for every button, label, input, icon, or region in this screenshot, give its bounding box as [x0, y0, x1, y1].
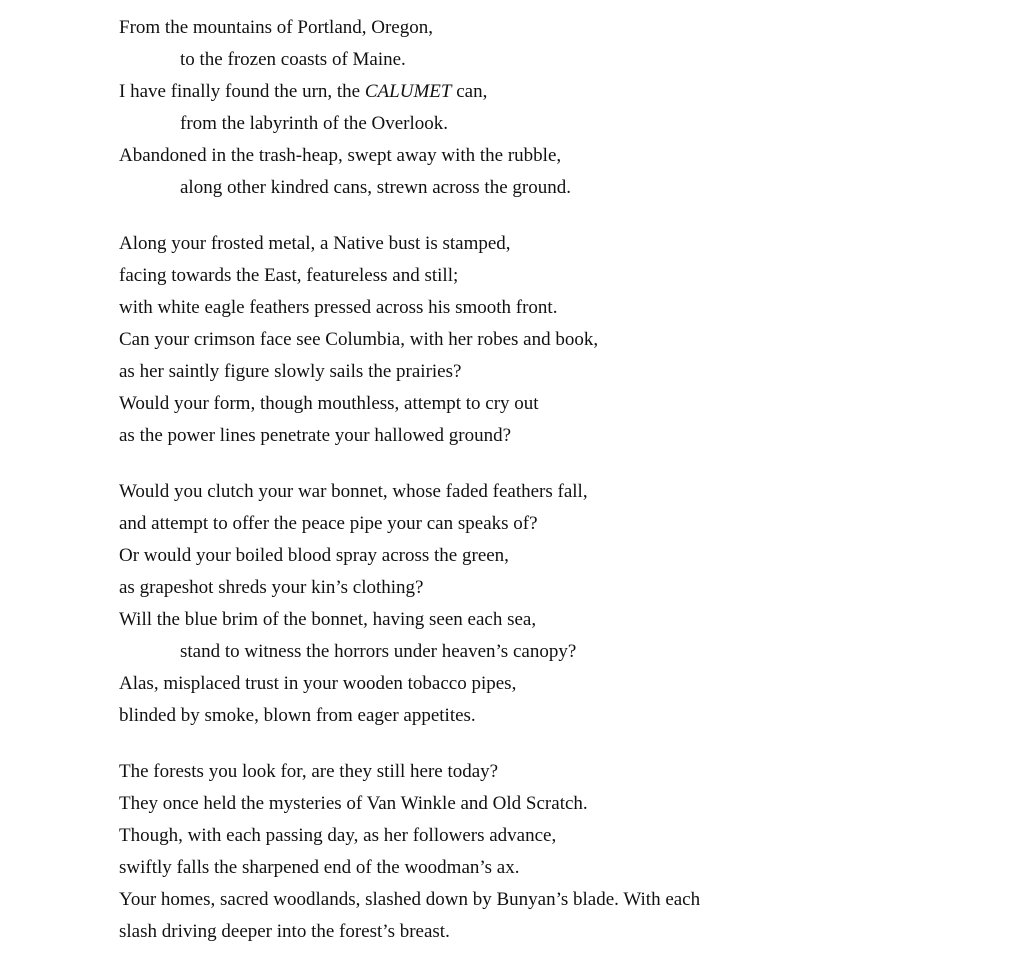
poem-line: as grapeshot shreds your kin’s clothing? — [119, 577, 424, 598]
poem-line-indented: to the frozen coasts of Maine. — [180, 49, 406, 70]
poem-line-indented: stand to witness the horrors under heaven’s canopy? — [180, 641, 577, 662]
calumet-emphasis: CALUMET — [364, 81, 452, 102]
line-text-before: I have finally found the urn, the — [119, 81, 365, 102]
poem-line-with-emphasis — [119, 76, 999, 108]
poem — [119, 12, 999, 948]
poem-line: swiftly falls the sharpened end of the woodman’s ax. — [119, 857, 520, 878]
poem-line: Along your frosted metal, a Native bust is stamped, — [119, 233, 511, 254]
poem-line: blinded by smoke, blown from eager appetites. — [119, 705, 476, 726]
poem-line: as her saintly figure slowly sails the prairies? — [119, 361, 462, 382]
poem-line: They once held the mysteries of Van Winkle and Old Scratch. — [119, 793, 588, 814]
poem-line: Would your form, though mouthless, attempt to cry out — [119, 393, 539, 414]
poem-line: The forests you look for, are they still here today? — [119, 761, 499, 782]
poem-line: Will the blue brim of the bonnet, having seen each sea, — [119, 609, 537, 630]
stanza-1 — [119, 12, 999, 204]
stanza-3 — [119, 476, 999, 732]
poem-line: Or would your boiled blood spray across the green, — [119, 545, 509, 566]
poem-line: Can your crimson face see Columbia, with her robes and book, — [119, 329, 599, 350]
poem-line: facing towards the East, featureless and still; — [119, 265, 459, 286]
poem-line: From the mountains of Portland, Oregon, — [119, 17, 433, 38]
poem-line: with white eagle feathers pressed across his smooth front. — [119, 297, 558, 318]
poem-line: and attempt to offer the peace pipe your can speaks of? — [119, 513, 538, 534]
poem-line: Your homes, sacred woodlands, slashed down by Bunyan’s blade. With each — [119, 889, 701, 910]
stanza-2 — [119, 228, 999, 452]
poem-line: Though, with each passing day, as her followers advance, — [119, 825, 557, 846]
stanza-4 — [119, 756, 999, 948]
poem-line: Abandoned in the trash-heap, swept away with the rubble, — [119, 145, 562, 166]
poem-line: slash driving deeper into the forest’s breast. — [119, 921, 450, 942]
poem-line: Would you clutch your war bonnet, whose faded feathers fall, — [119, 481, 588, 502]
poem-line: as the power lines penetrate your hallowed ground? — [119, 425, 512, 446]
poem-line-indented: from the labyrinth of the Overlook. — [180, 113, 449, 134]
line-text-after: can, — [451, 81, 488, 102]
poem-line-indented: along other kindred cans, strewn across the ground. — [180, 177, 571, 198]
poem-line: Alas, misplaced trust in your wooden tobacco pipes, — [119, 673, 517, 694]
